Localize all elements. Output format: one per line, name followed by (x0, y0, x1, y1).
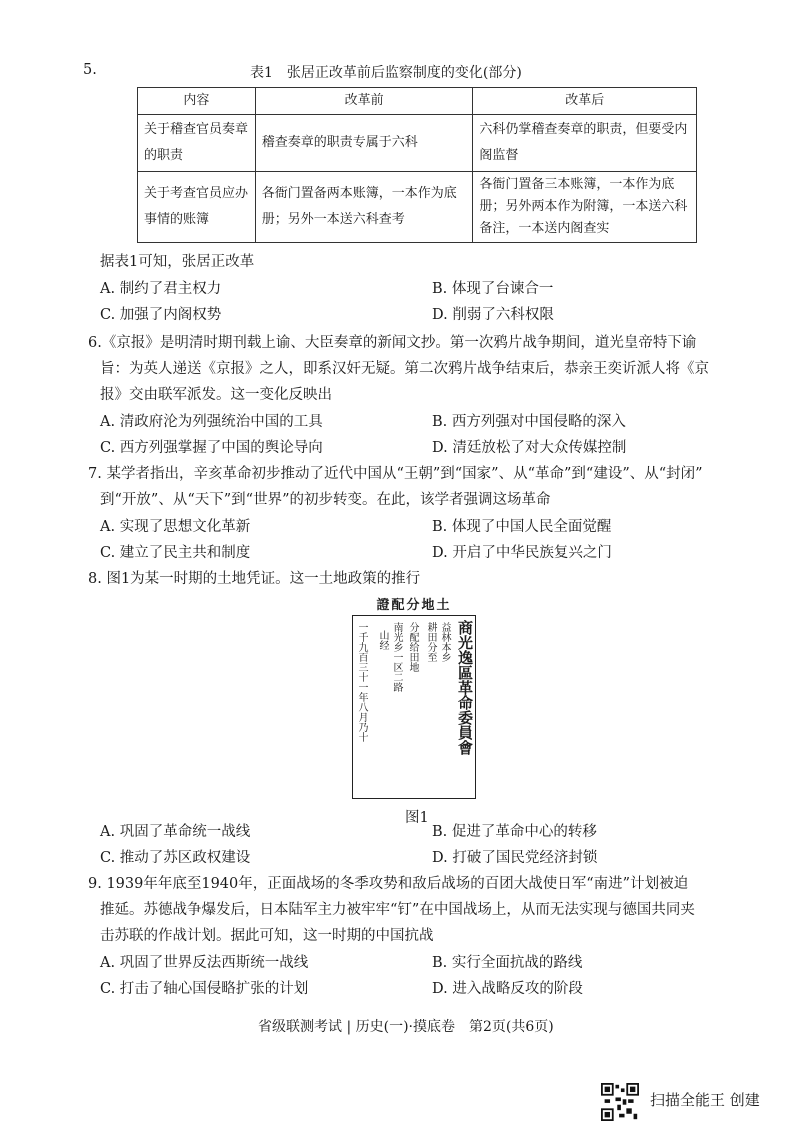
q7-option-c[interactable]: C. 建立了民主共和制度 (100, 545, 251, 561)
q9-option-a[interactable]: A. 巩固了世界反法西斯统一战线 (100, 955, 309, 971)
certificate-column: 耕田分至 (425, 622, 436, 662)
table-cell: 各衙门置备两本账簿，一本作为底册；另外一本送六科查考 (255, 172, 473, 243)
q7-option-b[interactable]: B. 体现了中国人民全面觉醒 (432, 519, 612, 535)
q8-option-a[interactable]: A. 巩固了革命统一战线 (100, 824, 251, 840)
table-cell: 关于稽查官员奏章的职责 (138, 115, 256, 172)
supervision-table (137, 87, 697, 243)
certificate-date: 一千九百三十一年八月乃十 (356, 622, 367, 742)
question-6-line-3: 报》交由联军派发。这一变化反映出 (100, 387, 332, 403)
q6-option-a[interactable]: A. 清政府沦为列强统治中国的工具 (100, 414, 323, 430)
question-5-stem: 据表1可知，张居正改革 (100, 254, 255, 270)
q6-option-b[interactable]: B. 西方列强对中国侵略的深入 (432, 414, 626, 430)
table-header-before: 改革前 (255, 88, 473, 115)
certificate-issuer: 商光逸區革命委員會 (456, 620, 474, 755)
question-7-line-1: 7. 某学者指出，辛亥革命初步推动了近代中国从“王朝”到“国家”、从“革命”到“建设”、从“封闭” (88, 466, 703, 482)
qr-code-icon (601, 1083, 639, 1121)
q5-option-b[interactable]: B. 体现了台谏合一 (432, 281, 554, 297)
q9-option-b[interactable]: B. 实行全面抗战的路线 (432, 955, 583, 971)
table-caption: 表1 张居正改革前后监察制度的变化(部分) (250, 65, 522, 81)
question-6-line-2: 旨：为英人递送《京报》之人，即系汉奸无疑。第二次鸦片战争结束后，恭亲王奕䜣派人将《京 (100, 361, 709, 377)
q9-option-c[interactable]: C. 打击了轴心国侵略扩张的计划 (100, 981, 309, 997)
question-9-line-3: 击苏联的作战计划。据此可知，这一时期的中国抗战 (100, 928, 434, 944)
q6-option-d[interactable]: D. 清廷放松了对大众传媒控制 (432, 440, 627, 456)
table-row (138, 115, 697, 172)
table-cell: 各衙门置备三本账簿，一本作为底册；另外两本作为附簿，一本送六科备注，一本送内阁查实 (473, 172, 697, 243)
q8-option-c[interactable]: C. 推动了苏区政权建设 (100, 850, 251, 866)
table-header-row (138, 88, 697, 115)
q7-option-d[interactable]: D. 开启了中华民族复兴之门 (432, 545, 612, 561)
certificate-column: 南光乡一区二路 (391, 622, 402, 692)
question-9-line-2: 推延。苏德战争爆发后，日本陆军主力被牢牢“钉”在中国战场上，从而无法实现与德国共同夹 (100, 902, 695, 918)
table-row (138, 172, 697, 243)
question-7-line-2: 到“开放”、从“天下”到“世界”的初步转变。在此，该学者强调这场革命 (100, 492, 551, 508)
certificate-column: 益林本乡 (439, 622, 450, 662)
q5-option-a[interactable]: A. 制约了君主权力 (100, 281, 222, 297)
table-cell: 稽查奏章的职责专属于六科 (255, 115, 473, 172)
figure-1-label: 图1 (405, 810, 429, 826)
certificate-frame (352, 615, 476, 799)
q5-option-d[interactable]: D. 削弱了六科权限 (432, 307, 554, 323)
page-footer: 省级联测考试 | 历史(一)·摸底卷 第2页(共6页) (258, 1019, 554, 1035)
q9-option-d[interactable]: D. 进入战略反攻的阶段 (432, 981, 583, 997)
scanner-watermark: 扫描全能王 创建 (650, 1091, 760, 1109)
certificate-column: 分配给田地 (407, 622, 418, 672)
table-cell: 六科仍掌稽查奏章的职责，但要受内阁监督 (473, 115, 697, 172)
table-cell: 关于考查官员应办事情的账簿 (138, 172, 256, 243)
certificate-column: 山经 (377, 630, 388, 650)
table-header-content: 内容 (138, 88, 256, 115)
q5-option-c[interactable]: C. 加强了内阁权势 (100, 307, 222, 323)
question-5-number: 5. (83, 62, 97, 78)
q7-option-a[interactable]: A. 实现了思想文化革新 (100, 519, 251, 535)
table-header-after: 改革后 (473, 88, 697, 115)
question-6-line-1: 6.《京报》是明清时期刊载上谕、大臣奏章的新闻文抄。第一次鸦片战争期间，道光皇帝特下谕 (88, 335, 697, 351)
question-8-stem: 8. 图1为某一时期的土地凭证。这一土地政策的推行 (88, 571, 421, 587)
question-9-line-1: 9. 1939年年底至1940年，正面战场的冬季攻势和敌后战场的百团大战使日军“南进”计划被迫 (88, 876, 689, 892)
certificate-title: 證配分地土 (376, 598, 452, 613)
q8-option-b[interactable]: B. 促进了革命中心的转移 (432, 824, 597, 840)
q6-option-c[interactable]: C. 西方列强掌握了中国的舆论导向 (100, 440, 323, 456)
land-certificate-figure (348, 598, 480, 798)
q8-option-d[interactable]: D. 打破了国民党经济封锁 (432, 850, 598, 866)
